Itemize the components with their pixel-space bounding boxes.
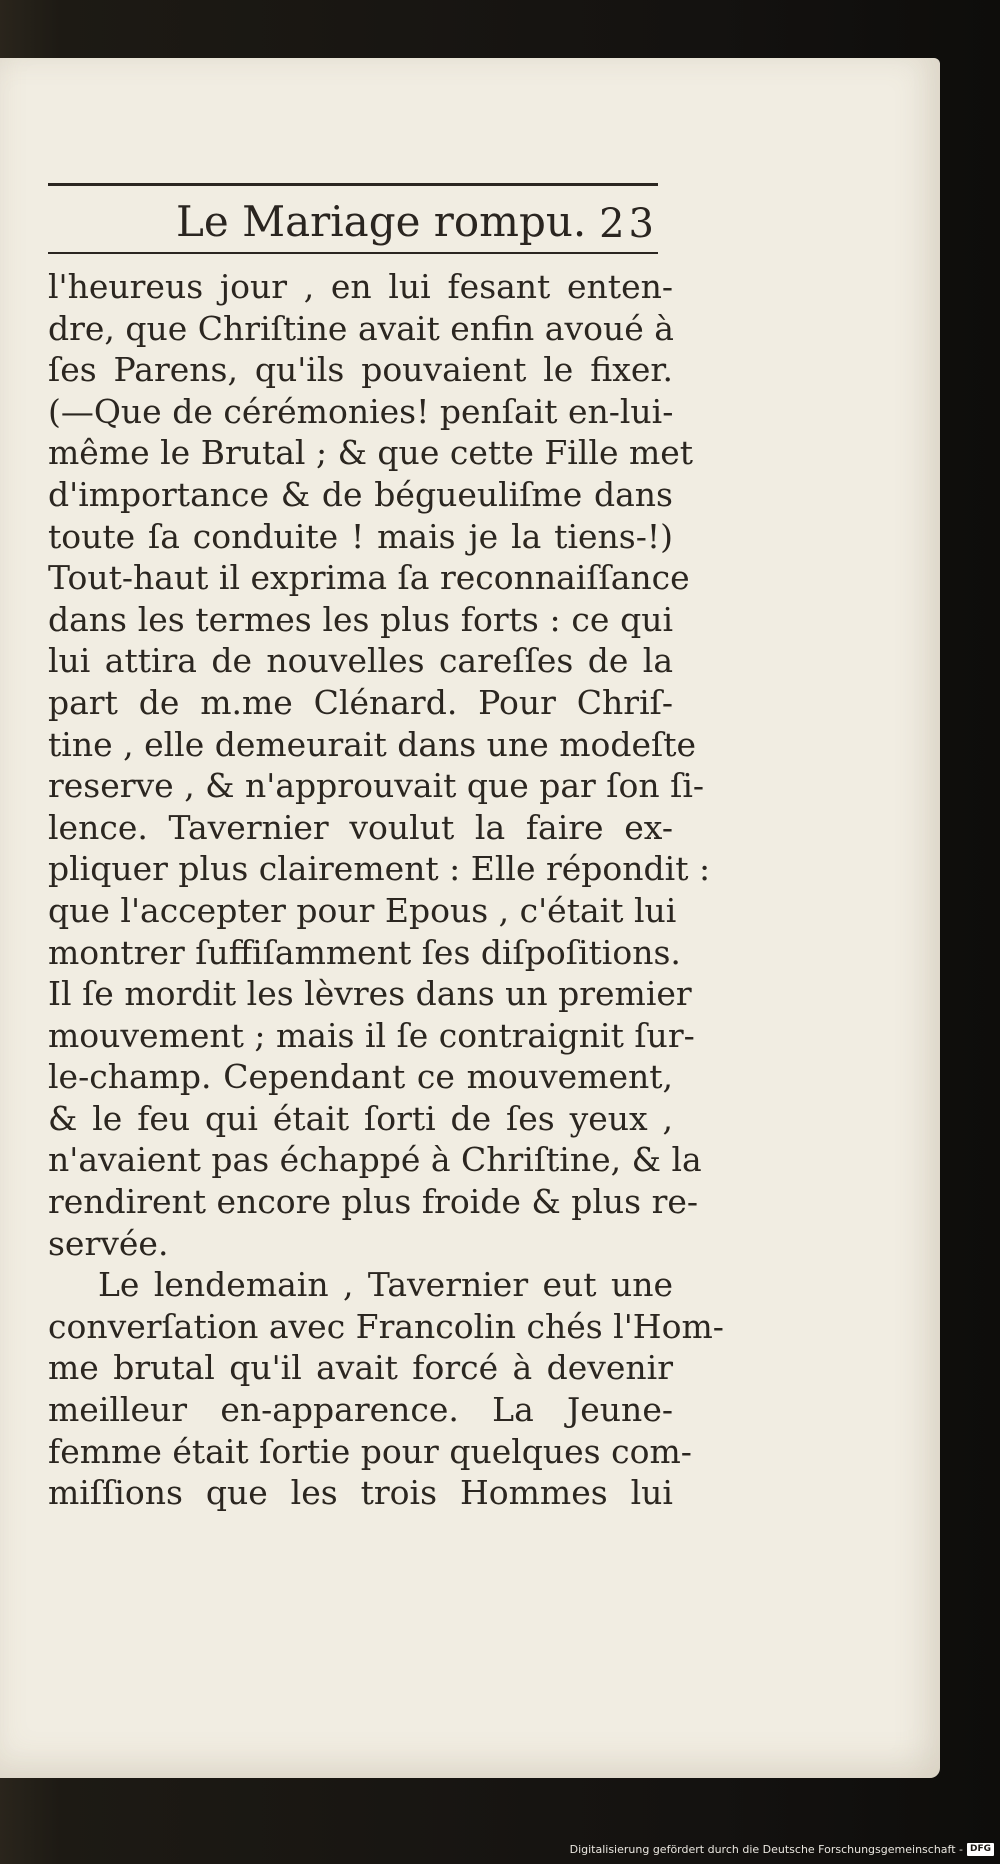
text-line: part de m.me Clénard. Pour Chriſ-	[48, 682, 673, 722]
dfg-logo: DFG	[967, 1843, 994, 1856]
text-line: mouvement ; mais il ſe contraignit ſur-	[48, 1015, 695, 1055]
text-line: tine , elle demeurait dans une modeſte	[48, 724, 697, 764]
text-line: lence. Tavernier voulut la faire ex-	[48, 807, 673, 847]
text-line: rendirent encore plus froide & plus re-	[48, 1182, 699, 1222]
header-rule-top	[48, 183, 658, 186]
text-line: montrer ſuffiſamment ſes diſpoſitions.	[48, 932, 681, 972]
text-line-paragraph-end: servée.	[48, 1223, 169, 1263]
text-line: d'importance & de bégueuliſme dans	[48, 474, 673, 514]
text-line: femme était ſortie pour quelques com-	[48, 1431, 692, 1471]
text-line: me brutal qu'il avait forcé à devenir	[48, 1348, 673, 1388]
page-number: 23	[599, 201, 658, 247]
text-line: dre, que Chriſtine avait enfin avoué à	[48, 308, 674, 348]
text-line: dans les termes les plus forts : ce qui	[48, 599, 673, 639]
text-line: converſation avec Francolin chés l'Hom-	[48, 1306, 724, 1346]
text-line: (—Que de cérémonies! penſait en-lui-	[48, 391, 674, 431]
text-line: lui attira de nouvelles careſſes de la	[48, 641, 673, 681]
text-line: n'avaient pas échappé à Chriſtine, & la	[48, 1140, 702, 1180]
text-line: meilleur en-apparence. La Jeune-	[48, 1390, 673, 1430]
text-line: le-champ. Cependant ce mouvement,	[48, 1057, 673, 1097]
text-line: reserve , & n'approuvait que par ſon ſi-	[48, 766, 705, 806]
text-line: toute ſa conduite ! mais je la tiens-!)	[48, 516, 673, 556]
text-line: que l'accepter pour Epous , c'était lui	[48, 890, 677, 930]
text-line: l'heureus jour , en lui fesant enten-	[48, 267, 673, 306]
running-header	[48, 196, 658, 252]
running-title: Le Mariage rompu.	[176, 197, 587, 246]
text-line: pliquer plus clairement : Elle répondit :	[48, 849, 711, 889]
text-line: Il ſe mordit les lèvres dans un premier	[48, 974, 692, 1014]
text-line: même le Brutal ; & que cette Fille met	[48, 433, 694, 473]
text-line: Tout-haut il exprima ſa reconnaiſſance	[48, 558, 690, 598]
text-line: miſſions que les trois Hommes lui	[48, 1473, 673, 1513]
body-text	[48, 266, 724, 1514]
text-line-paragraph-start: Le lendemain , Tavernier eut une	[98, 1265, 673, 1305]
credit-text: Digitalisierung gefördert durch die Deutsche Forschungsgemeinschaft -	[569, 1842, 963, 1856]
text-line: & le feu qui était ſorti de ſes yeux ,	[48, 1098, 673, 1138]
text-line: ſes Parens, qu'ils pouvaient le fixer.	[48, 350, 673, 390]
digitization-credit	[570, 1840, 994, 1858]
header-rule-bottom	[48, 252, 658, 254]
